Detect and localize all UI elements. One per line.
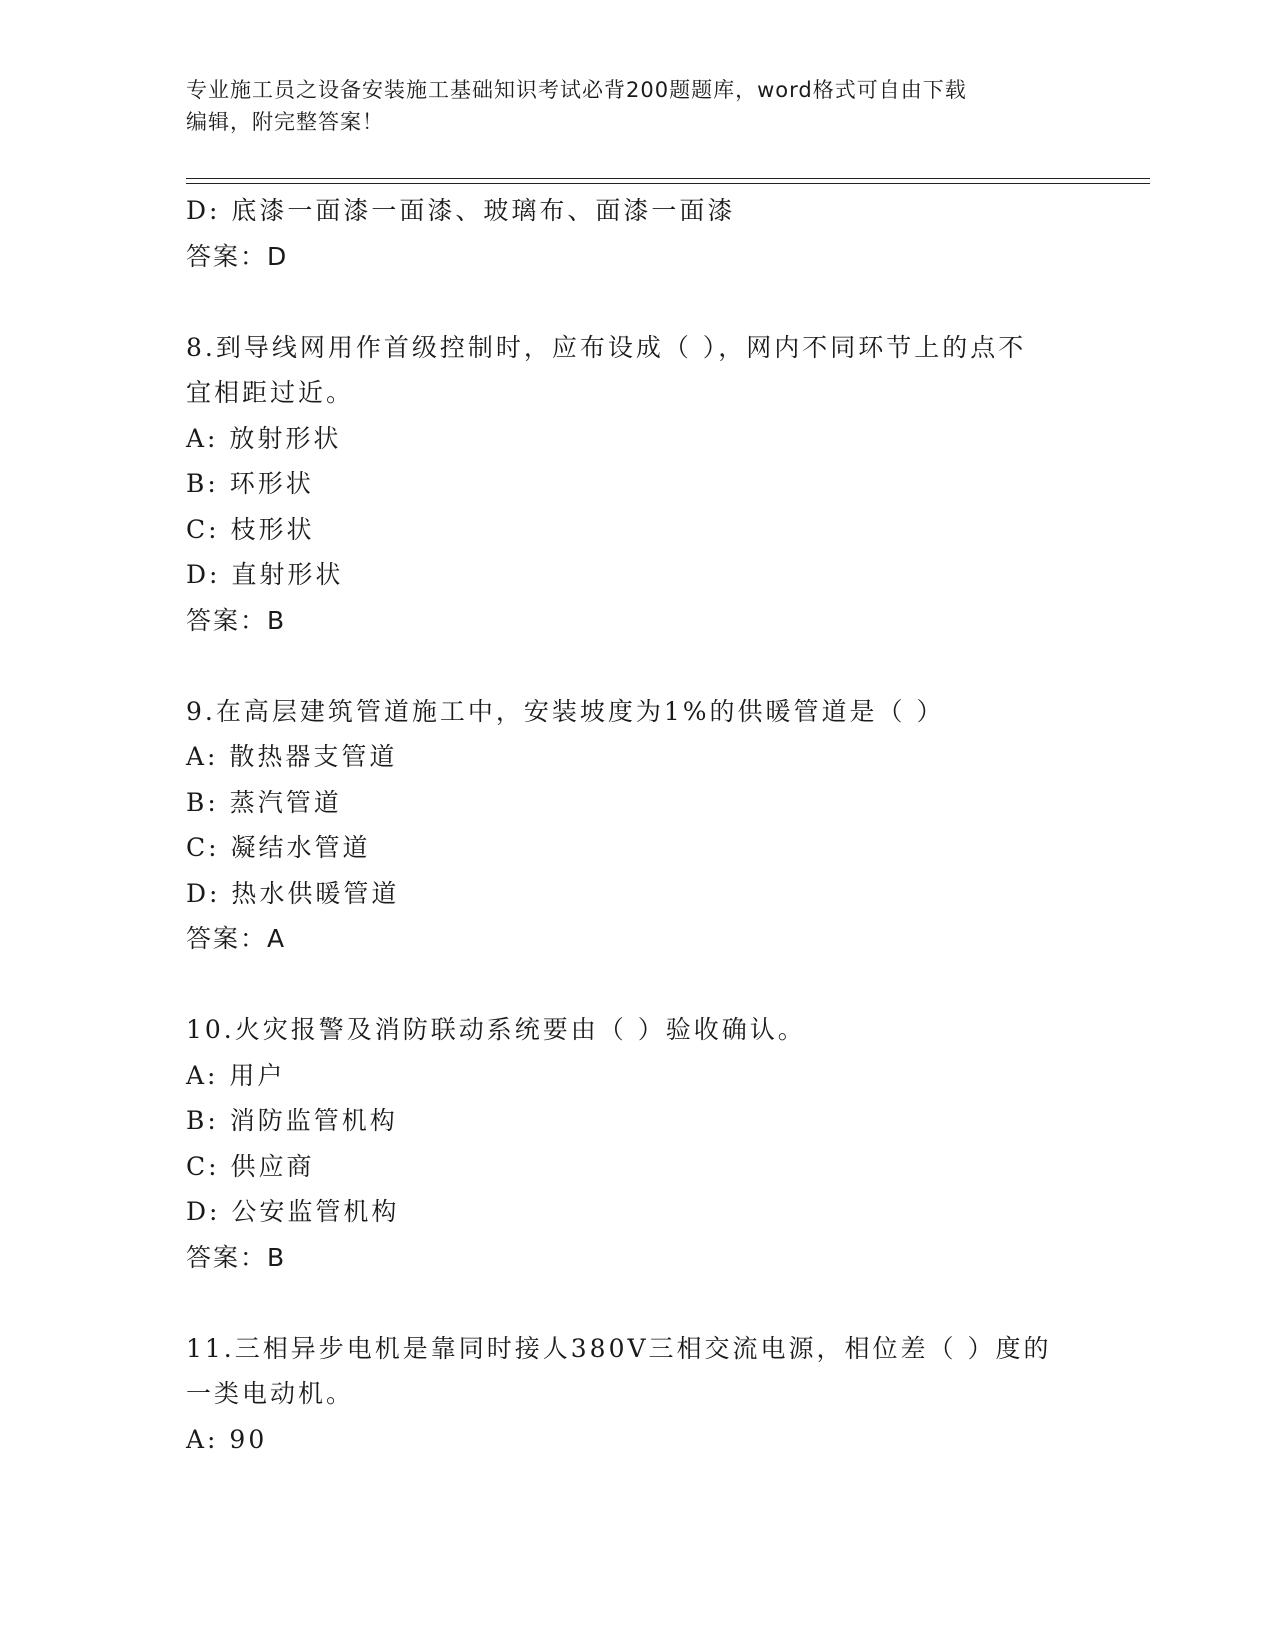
spacer: [186, 1280, 1086, 1326]
q8-answer: 答案：B: [186, 605, 287, 635]
question-11: [186, 1326, 1086, 1463]
q8-option-b: B: 环形状: [186, 469, 314, 498]
q9-option-a: A: 散热器支管道: [186, 742, 398, 771]
q8-text-line-2: 宜相距过近。: [186, 378, 355, 407]
question-9: [186, 689, 1086, 962]
document-header: [186, 74, 1066, 138]
q9-option-b: B: 蒸汽管道: [186, 787, 342, 817]
q11-option-a: A: 90: [186, 1424, 268, 1454]
q11-text-line-1: 11.三相异步电机是靠同时接人380V三相交流电源，相位差（ ）度的: [186, 1333, 1052, 1363]
q9-answer: 答案：A: [186, 924, 287, 953]
header-line-1: 专业施工员之设备安装施工基础知识考试必背200题题库，word格式可自由下载: [186, 78, 967, 102]
question-10: [186, 1007, 1086, 1280]
q8-option-a: A: 放射形状: [186, 423, 342, 453]
q8-option-d: D: 直射形状: [186, 560, 344, 589]
q11-text-line-2: 一类电动机。: [186, 1379, 355, 1408]
header-divider-bottom: [186, 183, 1150, 184]
question-8: [186, 325, 1086, 644]
q10-option-b: B: 消防监管机构: [186, 1106, 398, 1135]
prev-option-d: D: 底漆一面漆一面漆、玻璃布、面漆一面漆: [186, 196, 736, 225]
q9-option-c: C: 凝结水管道: [186, 833, 371, 862]
q8-text-line-1: 8.到导线网用作首级控制时，应布设成（ ），网内不同环节上的点不: [186, 332, 1027, 362]
q10-answer: 答案：B: [186, 1242, 287, 1272]
q10-option-c: C: 供应商: [186, 1151, 315, 1181]
q9-text-line-1: 9.在高层建筑管道施工中，安装坡度为1%的供暖管道是（ ）: [186, 696, 945, 726]
question-content: [186, 188, 1086, 1462]
spacer: [186, 279, 1086, 325]
q8-option-c: C: 枝形状: [186, 514, 315, 544]
spacer: [186, 643, 1086, 689]
prev-answer: 答案：D: [186, 241, 289, 271]
q10-option-a: A: 用户: [186, 1060, 286, 1090]
q10-text-line-1: 10.火灾报警及消防联动系统要由（ ）验收确认。: [186, 1015, 806, 1044]
header-line-2: 编辑，附完整答案！: [186, 110, 384, 134]
header-divider-top: [186, 178, 1150, 179]
q10-option-d: D: 公安监管机构: [186, 1197, 400, 1226]
q9-option-d: D: 热水供暖管道: [186, 878, 400, 908]
spacer: [186, 962, 1086, 1008]
